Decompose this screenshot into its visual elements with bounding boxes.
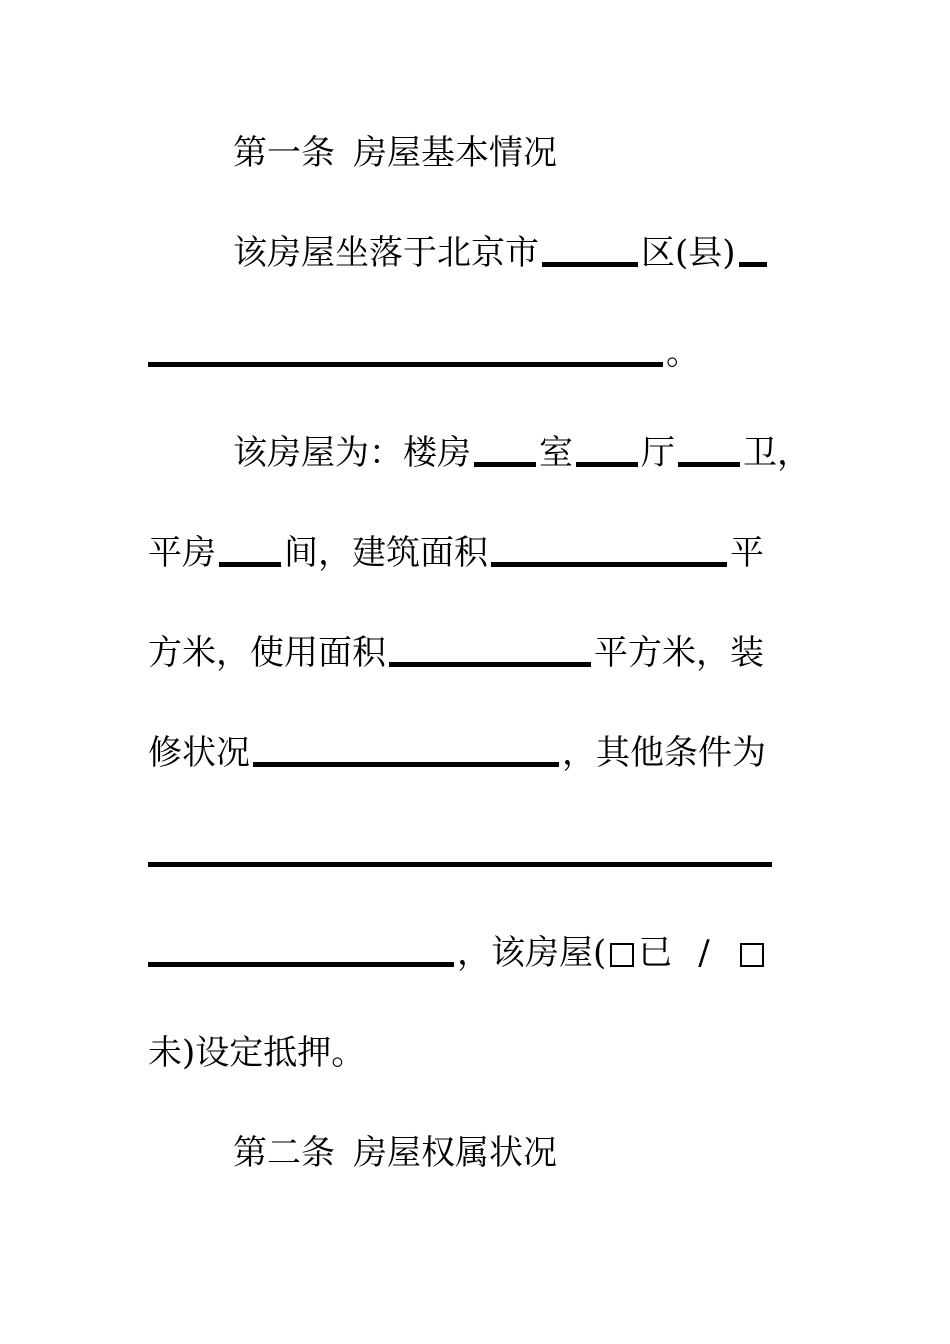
bungalow-prefix: 平房 xyxy=(148,533,216,573)
other-conditions-line xyxy=(148,833,775,873)
article-2-number: 第二条 xyxy=(233,1133,335,1173)
district-blank[interactable] xyxy=(542,262,638,267)
mortgage-no-checkbox[interactable] xyxy=(740,943,764,967)
building-area-unit-end: 方米，使用面积 xyxy=(148,633,386,673)
mortgage-yes-checkbox[interactable] xyxy=(610,943,634,967)
mortgage-yes-label: 已 xyxy=(638,933,673,973)
location-line xyxy=(233,233,770,273)
usable-area-unit: 平方米，装 xyxy=(594,633,764,673)
article-1-heading xyxy=(233,133,557,173)
address-line xyxy=(148,333,700,373)
decoration-line xyxy=(148,733,766,773)
usable-area-line xyxy=(148,633,764,673)
location-prefix: 该房屋坐落于北京市 xyxy=(233,233,539,273)
bungalow-room-unit: 间，建筑面积 xyxy=(284,533,488,573)
bungalow-count-blank[interactable] xyxy=(219,562,281,567)
hall-label: 厅 xyxy=(641,433,675,473)
other-conditions-blank[interactable] xyxy=(148,862,772,867)
building-area-unit-start: 平 xyxy=(730,533,764,573)
other-conditions-blank-2[interactable] xyxy=(148,962,454,967)
article-2-title: 房屋权属状况 xyxy=(353,1133,557,1173)
address-blank-start[interactable] xyxy=(739,262,767,267)
room-label: 室 xyxy=(539,433,573,473)
other-conditions-label: ，其他条件为 xyxy=(562,733,766,773)
mortgage-separator: / xyxy=(698,933,710,973)
article-1-number: 第一条 xyxy=(233,133,335,173)
address-end: 。 xyxy=(666,333,700,373)
bungalow-line xyxy=(148,533,764,573)
mortgage-prefix: ，该房屋( xyxy=(457,933,607,973)
room-count-blank[interactable] xyxy=(474,462,536,467)
mortgage-end-line xyxy=(148,1033,365,1073)
district-label: 区(县) xyxy=(641,233,736,273)
mortgage-no-label: 未)设定抵押。 xyxy=(148,1033,366,1073)
decoration-blank[interactable] xyxy=(253,762,559,767)
usable-area-blank[interactable] xyxy=(389,662,591,667)
layout-line xyxy=(233,433,811,473)
article-1-title: 房屋基本情况 xyxy=(353,133,557,173)
article-2-heading xyxy=(233,1133,557,1173)
decoration-prefix: 修状况 xyxy=(148,733,250,773)
layout-prefix: 该房屋为：楼房 xyxy=(233,433,471,473)
bath-count-blank[interactable] xyxy=(678,462,740,467)
building-area-blank[interactable] xyxy=(491,562,727,567)
mortgage-line xyxy=(148,933,768,973)
hall-count-blank[interactable] xyxy=(576,462,638,467)
address-blank[interactable] xyxy=(148,362,663,367)
bath-label: 卫， xyxy=(743,433,811,473)
